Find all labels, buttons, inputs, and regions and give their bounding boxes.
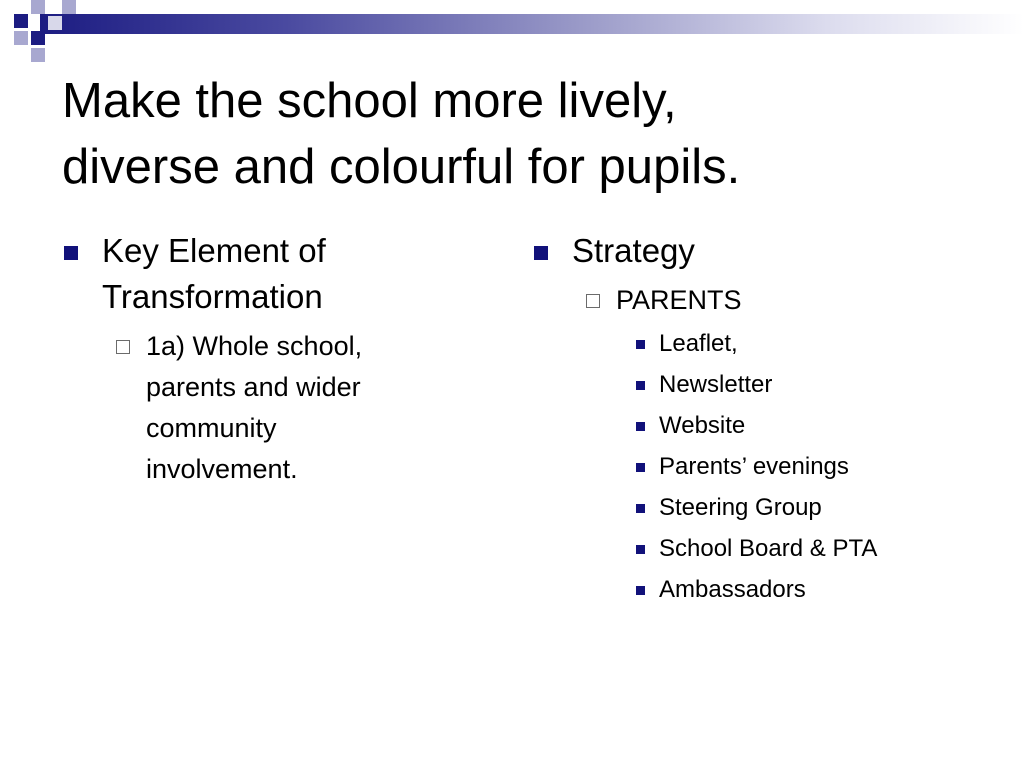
list-item-label: Parents’ evenings [659,453,849,480]
sub-bullet-involvement [62,326,482,490]
small-square-bullet-icon [636,422,645,431]
heading-line: Key Element of [102,232,326,269]
list-item [532,323,1002,364]
square-bullet-icon [534,246,548,260]
small-square-bullet-icon [636,381,645,390]
sub-line: 1a) Whole school, [146,331,363,361]
deco-square [31,48,45,62]
gradient-bar [40,14,1024,34]
title-line-2: diverse and colourful for pupils. [62,140,741,194]
list-item [532,405,1002,446]
deco-square [31,0,45,14]
list-item [532,446,1002,487]
small-square-bullet-icon [636,463,645,472]
square-bullet-icon [64,246,78,260]
list-item [532,364,1002,405]
sub-bullet-parents [532,280,1002,321]
left-column [62,228,482,490]
parents-label: PARENTS [616,285,742,315]
strategy-heading: Strategy [572,232,695,269]
parents-items-list [532,323,1002,610]
sub-line: parents and wider [146,372,361,402]
sub-line: community [146,413,277,443]
deco-square [48,16,62,30]
list-item-label: Steering Group [659,494,822,521]
list-item-label: Newsletter [659,371,773,398]
list-item [532,569,1002,610]
title-line-1: Make the school more lively, [62,74,677,128]
small-square-bullet-icon [636,545,645,554]
list-item-label: Website [659,412,746,439]
heading-line: Transformation [102,278,323,315]
deco-square [62,0,76,14]
hollow-square-bullet-icon [116,340,130,354]
slide-title [62,68,1002,200]
header-decoration [0,0,1024,48]
deco-square [14,14,28,28]
sub-line: involvement. [146,454,298,484]
list-item [532,487,1002,528]
small-square-bullet-icon [636,340,645,349]
deco-square [31,31,45,45]
list-item-label: School Board & PTA [659,535,878,562]
list-item-label: Leaflet, [659,330,738,357]
bullet-strategy [532,228,1002,274]
list-item [532,528,1002,569]
small-square-bullet-icon [636,586,645,595]
small-square-bullet-icon [636,504,645,513]
deco-square [14,31,28,45]
bullet-key-element [62,228,482,320]
hollow-square-bullet-icon [586,294,600,308]
right-column [532,228,1002,610]
list-item-label: Ambassadors [659,576,806,603]
